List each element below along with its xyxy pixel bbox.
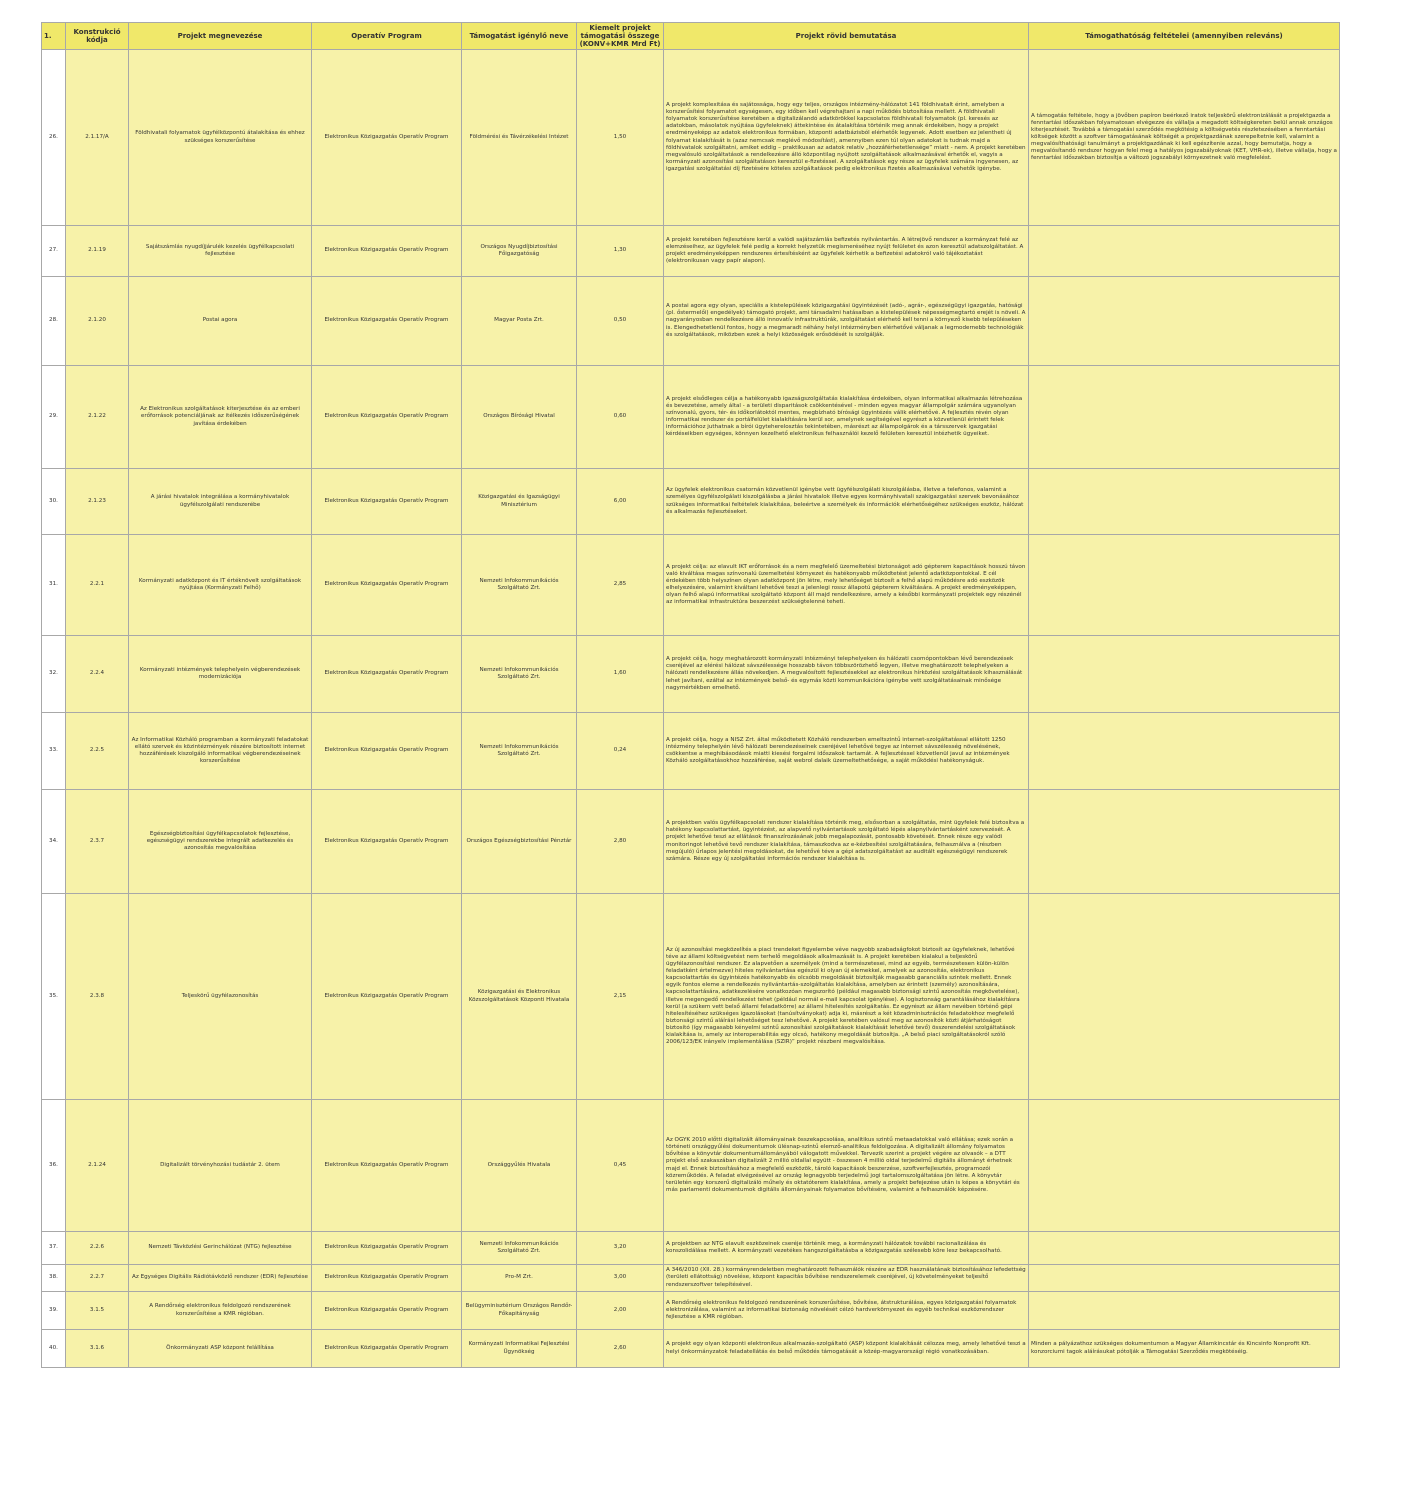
- operative-program: Elektronikus Közigazgatás Operatív Program: [312, 636, 462, 713]
- construction-code: 2.2.7: [66, 1265, 129, 1292]
- row-number: 39.: [42, 1292, 66, 1330]
- table-row: [42, 226, 1340, 277]
- support-amount: 2,85: [577, 535, 664, 636]
- project-name: Az Elektronikus szolgáltatások kiterjesztése és az emberi erőforrások potenciáljának az itélkezés időszerűségének javítása érdekében: [129, 366, 312, 469]
- table-row: [42, 277, 1340, 366]
- table-row: [42, 1232, 1340, 1265]
- table-body: [42, 50, 1340, 1368]
- row-number: 28.: [42, 277, 66, 366]
- project-name: Teljeskörű ügyfélazonosítás: [129, 894, 312, 1100]
- construction-code: 2.3.8: [66, 894, 129, 1100]
- header-name: Projekt megnevezése: [129, 23, 312, 50]
- project-name: Kormányzati intézmények telephelyein végberendezések modernizációja: [129, 636, 312, 713]
- operative-program: Elektronikus Közigazgatás Operatív Program: [312, 366, 462, 469]
- project-name: A Rendőrség elektronikus feldolgozó rendszerének korszerűsítése a KMR régióban.: [129, 1292, 312, 1330]
- operative-program: Elektronikus Közigazgatás Operatív Program: [312, 1330, 462, 1368]
- row-number: 40.: [42, 1330, 66, 1368]
- operative-program: Elektronikus Közigazgatás Operatív Program: [312, 1292, 462, 1330]
- header-amount: Kiemelt projekt támogatási összege (KONV+KMR Mrd Ft): [577, 23, 664, 50]
- construction-code: 2.2.5: [66, 713, 129, 790]
- row-number: 29.: [42, 366, 66, 469]
- project-name: Földhivatali folyamatok ügyfélközpontú átalakítása és ehhez szükséges korszerűsítése: [129, 50, 312, 226]
- project-description: A projekt célja, hogy a NISZ Zrt. által működtetett Közháló rendszerben emeltszintű internet-szolgáltatással ellátott 1250 intézmény telephelyén lévő hálózati berendezéseinek cseréjével lehetővé tegye az internet sávszélesség növelésének, csökkentse a meghibásodások miatti kiesési forgalmi időszakok tartamát. A fejlesztéssel közvetlenül javul az intézmények Közháló szolgáltatásokhoz hozzáférése, saját webrol dalaik üzemeltethetősége, a saját működési hatékonyságuk.: [664, 713, 1029, 790]
- project-description: A postai agora egy olyan, speciális a kistelepülések közigazgatási ügyintézését (adó-, agrár-, egészségügyi igazgatás, hatósági (pl. őstermelői) engedélyek) támogató projekt, ami társadalmi hatásaiban a kistelepülések népességmegtartó erejét is növeli. A nagyarányosban rendelkezésre álló innovatív infrastruktúrák, szolgáltatást elérhető kell tenni a környező kisebb településeken is. Elengedhetetlenül fontos, hogy a megmaradt néhány helyi intézményben elérhetővé váljanak a legmodernebb technológiák és szolgáltatások, miközben ezek a helyi közösségek erősödését is szolgálják.: [664, 277, 1029, 366]
- construction-code: 2.1.23: [66, 469, 129, 535]
- project-name: Nemzeti Távközlési Gerinchálózat (NTG) fejlesztése: [129, 1232, 312, 1265]
- support-conditions: [1029, 790, 1340, 894]
- construction-code: 2.2.6: [66, 1232, 129, 1265]
- applicant-name: Országgyűlés Hivatala: [462, 1100, 577, 1232]
- project-description: A 346/2010 (XII. 28.) kormányrendeletben meghatározott felhasználók részére az EDR használatának biztosításához lefedettség (területi ellátottság) növelése, központ kapacitás bővítése rendszerelemek cseréjével, új követelményeket teljesítő rendszerszoftver telepítésével.: [664, 1265, 1029, 1292]
- operative-program: Elektronikus Közigazgatás Operatív Program: [312, 226, 462, 277]
- support-conditions: Minden a pályázathoz szükséges dokumentumon a Magyar Államkincstár és Kincsinfo Nonprofit Kft. konzorciumi tagok aláírásukat pótolják a Támogatási Szerződés megkötéséig.: [1029, 1330, 1340, 1368]
- construction-code: 2.2.4: [66, 636, 129, 713]
- project-name: Egészségbiztosítási ügyfélkapcsolatok fejlesztése, egészségügyi rendszerekbe integrált adatkezelés és azonosítás megvalósítása: [129, 790, 312, 894]
- operative-program: Elektronikus Közigazgatás Operatív Program: [312, 535, 462, 636]
- table-row: [42, 50, 1340, 226]
- table-row: [42, 1330, 1340, 1368]
- row-number: 33.: [42, 713, 66, 790]
- support-conditions: [1029, 713, 1340, 790]
- operative-program: Elektronikus Közigazgatás Operatív Program: [312, 277, 462, 366]
- support-amount: 6,00: [577, 469, 664, 535]
- project-table: [41, 22, 1340, 1368]
- support-conditions: [1029, 1232, 1340, 1265]
- support-amount: 2,80: [577, 790, 664, 894]
- header-num: 1.: [42, 23, 66, 50]
- project-description: A projekt egy olyan központi elektronikus alkalmazás-szolgáltató (ASP) központ kialakítását célozza meg, amely lehetővé teszi a helyi önkormányzatok feladatellátás és belső működés támogatását a közép-magyarországi régió vonatkozásában.: [664, 1330, 1029, 1368]
- project-description: A projektben valós ügyfélkapcsolati rendszer kialakítása történik meg, elsősorban a szolgáltatás, mint ügyfelek felé biztosítva a hatékony kapcsolattartást, ügyintézést, az alapvető nyilvántartások szolgáltató lépés alapnyilvántartásként szervezését. A projekt lehetővé teszi az ellátások finanszírozásának jobb megalapozását, pontosabb követését. Ennek része egy valódi monitoringot lehetővé tevő rendszer kialakítása, támaszkodva az e-kézbesítési szolgáltatására, felhasználva a (részben megújuló) űrlapos jelentési megoldásokat, de lehetővé téve a gépi adatszolgáltatást az auditált egészségügyi rendszerek számára. Része egy új szolgáltatási információs rendszer kialakítása is.: [664, 790, 1029, 894]
- project-description: Az ügyfelek elektronikus csatornán közvetlenül igénybe vett ügyfélszolgálati kiszolgálásba, illetve a telefonos, valamint a személyes ügyfélszolgálati kiszolgálásba a járási hivatalok illetve egyes kormányhivatali szakigazgatási szervek bevonásához szükséges informatikai feltételek kialakítása, beleértve a személyek és információk elérhetőségéhez szükséges eszköz, hálózat és alkalmazás fejlesztéseket.: [664, 469, 1029, 535]
- project-name: Kormányzati adatközpont és IT értéknövelt szolgáltatások nyújtása (Kormányzati Felhő): [129, 535, 312, 636]
- support-conditions: [1029, 366, 1340, 469]
- applicant-name: Országos Bírósági Hivatal: [462, 366, 577, 469]
- support-amount: 1,30: [577, 226, 664, 277]
- header-applicant: Támogatást igénylő neve: [462, 23, 577, 50]
- support-conditions: [1029, 226, 1340, 277]
- project-description: A Rendőrség elektronikus feldolgozó rendszerének korszerűsítése, bővítése, átstrukturálása, egyes közigazgatási folyamatok elektronizálása, valamint az informatikai biztonság növelését célzó hardverkörnyezet és egyéb technikai eszközrendszer fejlesztése a KMR régióban.: [664, 1292, 1029, 1330]
- header-code: Konstrukció kódja: [66, 23, 129, 50]
- support-conditions: [1029, 894, 1340, 1100]
- support-amount: 0,60: [577, 366, 664, 469]
- operative-program: Elektronikus Közigazgatás Operatív Program: [312, 469, 462, 535]
- support-amount: 3,00: [577, 1265, 664, 1292]
- support-conditions: [1029, 1292, 1340, 1330]
- project-name: Az Informatikai Közháló programban a kormányzati feladatokat ellátó szervek és közintézmények részére biztosított internet hozzáférések kiszolgáló informatikai végberendezéseinek korszerűsítése: [129, 713, 312, 790]
- applicant-name: Kormányzati Informatikai Fejlesztési Ügynökség: [462, 1330, 577, 1368]
- construction-code: 3.1.5: [66, 1292, 129, 1330]
- applicant-name: Országos Egészségbiztosítási Pénztár: [462, 790, 577, 894]
- support-amount: 1,60: [577, 636, 664, 713]
- project-description: A projekt elsődleges célja a hatékonyabb igazságszolgáltatás kialakítása érdekében, olyan informatikai alkalmazás létrehozása és bevezetése, amely által - a területi disparitások csökkentésével - minden egyes magyar állampolgár számára ugyanolyan színvonalú, gyors, tér- és időkorlátoktól mentes, megbízható bírósági ügyintézés válik elérhetővé. A fejlesztés révén olyan informatikai rendszer és portálfelület kialakítására kerül sor, amelynek segítségével egyrészt a közvetlenül érintett felek információhoz juthatnak a bírói ügyteherelosztás tekintetében, másrészt az állampolgárok és a társszervek igazgatási kérdéseikben egységes, könnyen kezelhető elektronikus felhasználói kezelő felületen keresztül intézhetik ügyeiket.: [664, 366, 1029, 469]
- support-conditions: [1029, 535, 1340, 636]
- row-number: 30.: [42, 469, 66, 535]
- row-number: 32.: [42, 636, 66, 713]
- header-row: [42, 23, 1340, 50]
- header-cond: Támogathatóság feltételei (amennyiben releváns): [1029, 23, 1340, 50]
- support-conditions: [1029, 1100, 1340, 1232]
- construction-code: 2.1.22: [66, 366, 129, 469]
- support-amount: 2,00: [577, 1292, 664, 1330]
- construction-code: 3.1.6: [66, 1330, 129, 1368]
- operative-program: Elektronikus Közigazgatás Operatív Program: [312, 1232, 462, 1265]
- operative-program: Elektronikus Közigazgatás Operatív Program: [312, 1265, 462, 1292]
- applicant-name: Nemzeti Infokommunikációs Szolgáltató Zrt.: [462, 713, 577, 790]
- support-conditions: [1029, 1265, 1340, 1292]
- table-row: [42, 1292, 1340, 1330]
- row-number: 27.: [42, 226, 66, 277]
- operative-program: Elektronikus Közigazgatás Operatív Program: [312, 894, 462, 1100]
- applicant-name: Belügyminisztérium Országos Rendőr-Főkapitányság: [462, 1292, 577, 1330]
- table-row: [42, 790, 1340, 894]
- table-row: [42, 636, 1340, 713]
- table-row: [42, 469, 1340, 535]
- project-name: Digitalizált törvényhozási tudástár 2. ütem: [129, 1100, 312, 1232]
- project-description: Az OGYK 2010 előtti digitalizált állományainak összekapcsolása, analitikus szintű metaadatokkal való ellátása; ezek során a történeti országgyűlési dokumentumok ülésnap-szintű elemző-analitikus feldolgozása. A digitalizált állomány folyamatos bővítése a könyvtár dokumentumállományából válogatott művekkel. Tervezik szerint a projekt végére az olvasók – a DTT projekt első szakaszában digitalizált 2 millió oldallal együtt - összesen 4 millió oldal terjedelmű digitális állományt érhetnek majd el. Ennek biztosításához a megfelelő eszközök, tároló kapacitások beszerzése, szoftverfejlesztés, programozói közreműködés. A feladat elvégzésével az ország legnagyobb terjedelmű jogi tartalomszolgáltatása jön létre. A könyvtár területén egy korszerű digitalizáló műhely és oktatóterem kialakítása, amely a projekt befejezése után is képes a könyvtári és más parlamenti dokumentumok digitális állományainak folyamatos bővítésére, valamint a felhasználók képzésére.: [664, 1100, 1029, 1232]
- project-description: A projekt célja: az elavult IKT erőforrások és a nem megfelelő üzemeltetési biztonságot adó gépterem kapacitások hosszú távon való kiváltása magas színvonalú üzemeltetési környezet és hatékonyabb működtetést jelentő adatközpontokkal. E cél érdekében több helyszínen olyan adatközpont jön létre, mely lehetőséget biztosít a felhő alapú működésre adó eszközök elhelyezésére, valamint kiváltani lehetővé teszi a jelenlegi rossz állapotú gépterem kiváltására. A projekt eredményeképpen, olyan felhő alapú informatikai szolgáltató központ áll majd rendelkezésre, amely a későbbi kormányzati projektek egy részénél az informatikai infrastruktúra beszerzést szükségtelenné teheti.: [664, 535, 1029, 636]
- support-conditions: [1029, 469, 1340, 535]
- support-amount: 3,20: [577, 1232, 664, 1265]
- construction-code: 2.3.7: [66, 790, 129, 894]
- applicant-name: Országos Nyugdíjbiztosítási Főigazgatóság: [462, 226, 577, 277]
- row-number: 26.: [42, 50, 66, 226]
- support-conditions: [1029, 636, 1340, 713]
- applicant-name: Magyar Posta Zrt.: [462, 277, 577, 366]
- table-row: [42, 894, 1340, 1100]
- project-description: A projekt keretében fejlesztésre kerül a valódi sajátszámlás befizetés nyilvántartás. A létrejövő rendszer a kormányzat felé az elemzéseihez, az ügyfelek felé pedig a korrekt helyzetük megismeréséhez nyújt felületet és azon keresztül adatszolgáltatást. A projekt eredményeképpen rendszeres értesítésként az ügyfelek kérhetik a befizetési adatokról való tájékoztatást (elektronikusan vagy papír alapon).: [664, 226, 1029, 277]
- project-name: Önkormányzati ASP központ felállítása: [129, 1330, 312, 1368]
- row-number: 37.: [42, 1232, 66, 1265]
- construction-code: 2.2.1: [66, 535, 129, 636]
- support-amount: 2,60: [577, 1330, 664, 1368]
- applicant-name: Nemzeti Infokommunikációs Szolgáltató Zrt.: [462, 636, 577, 713]
- project-description: A projekt komplexitása és sajátossága, hogy egy teljes, országos intézmény-hálózatot 141 földhivatalt érint, amelyben a korszerűsítési folyamatot egységesen, egy időben kell végrehajtani a napi működés biztosítása mellett. A földhivatali folyamatok korszerűsítése keretében a digitalizálandó adatkörökkel kapcsolatos földhivatali folyamatok (pl. keresés az adatokban, másolatok nyújtása ügyfeleknek) áttekintése és átalakítása történik meg annak érdekében, hogy a projekt eredményeképp az adatok elektronikus formában, központi adatbázisból elérhetők legyenek. Adott esetben ez jelentheti új folyamat kialakítását is (azaz nemcsak meglévő módosítást), amennyiben ezen túl olyan adatokat is tudnak majd a földhivatalok szolgáltatni, amiket eddig – praktikusan az adatok relatív „hozzáférhetetlensége” miatt - nem. A projekt keretében megvalósuló szolgáltatások a rendelkezésre álló központilag nyújtott szolgáltatások alkalmazásával érhetők el, vagyis a kormányzati azonosítási szolgáltatáson keresztül e-fizetéssel. A szolgáltatások egy része az ügyfelek számára ingyenesen, az igazgatási szolgáltatási díj fizetésére köteles szolgáltatások pedig elektronikus fizetés alkalmazásával vehetők igénybe.: [664, 50, 1029, 226]
- row-number: 31.: [42, 535, 66, 636]
- project-name: A járási hivatalok integrálása a kormányhivatalok ügyfélszolgálati rendszerébe: [129, 469, 312, 535]
- row-number: 35.: [42, 894, 66, 1100]
- construction-code: 2.1.17/A: [66, 50, 129, 226]
- project-name: Postai agora: [129, 277, 312, 366]
- operative-program: Elektronikus Közigazgatás Operatív Program: [312, 713, 462, 790]
- table-row: [42, 1100, 1340, 1232]
- support-amount: 2,15: [577, 894, 664, 1100]
- table-row: [42, 535, 1340, 636]
- project-description: A projektben az NTG elavult eszközeinek cseréje történik meg, a kormányzati hálózatok további racionalizálása és konszolidálása mellett. A kormányzati vezetékes hangszolgáltatásba a közigazgatás szélesebb köre lesz bekapcsolható.: [664, 1232, 1029, 1265]
- construction-code: 2.1.19: [66, 226, 129, 277]
- support-conditions: A támogatás feltétele, hogy a jövőben papíron beérkező iratok teljeskörű elektronizálását a projektgazda a fenntartási időszakban folyamatosan elvégezze és vállalja a megadott költségkereten belül annak országos kiterjesztését. Továbbá a támogatási szerződés megkötésig a költségvetés részletezésében a fenntartási költségek között a szoftver támogatásának költségét a projektgazdának szerepeltetnie kell, valamint a megvalósíthatósági tanulmányt a projektgazdának ki kell egészítenie azzal, hogy bemutatja, hogy a megvalósítandó rendszer hogyan felel meg a hatályos jogszabályoknak (KET, VHR-ek), illetve vállalja, hogy a fenntartási időszakban biztosítja a változó jogszabályi környezetnek való megfelelést.: [1029, 50, 1340, 226]
- project-name: Az Egységes Digitális Rádiótávközlő rendszer (EDR) fejlesztése: [129, 1265, 312, 1292]
- table-row: [42, 713, 1340, 790]
- table-row: [42, 1265, 1340, 1292]
- row-number: 34.: [42, 790, 66, 894]
- operative-program: Elektronikus Közigazgatás Operatív Program: [312, 1100, 462, 1232]
- applicant-name: Nemzeti Infokommunikációs Szolgáltató Zrt.: [462, 1232, 577, 1265]
- construction-code: 2.1.20: [66, 277, 129, 366]
- operative-program: Elektronikus Közigazgatás Operatív Program: [312, 790, 462, 894]
- support-amount: 0,50: [577, 277, 664, 366]
- project-description: A projekt célja, hogy meghatározott kormányzati intézményi telephelyeken és hálózati csomópontokban lévő berendezések cseréjével az elérési hálózat sávszélessége hosszabb távon többszörözhető legyen, illetve meghatározott telephelyeken a hálózati rendelkezésre állás növekedjen. A megvalósított fejlesztésekkel az elektronikus hírközlési szolgáltatások kihasználását lehet javítani, ezáltal az intézmények belső- és egymás közti kommunikációra igénybe vett szolgáltatásainak minősége nagymértékben emelhető.: [664, 636, 1029, 713]
- support-amount: 0,45: [577, 1100, 664, 1232]
- applicant-name: Földmérési és Távérzékelési Intézet: [462, 50, 577, 226]
- support-conditions: [1029, 277, 1340, 366]
- row-number: 38.: [42, 1265, 66, 1292]
- project-description: Az új azonosítási megközelítés a piaci trendeket figyelembe véve nagyobb szabadságfokot biztosít az ügyfeleknek, lehetővé téve az állami költségvetést nem terhelő megoldások alkalmazását is. A projekt keretében kialakul a teljeskörű ügyfélazonosítási rendszer. Ez alapvetően a személyek (mind a természetesei, mind az egyéb, természetesen külön-külön feladatként értelmezve) hiteles nyilvántartása egészül ki olyan új elemekkel, amelyek az azonosítás, elektronikus kapcsolattartás és ügyintézés hatékonyabb és olcsóbb megoldását biztosítják magasabb garanciális szintek mellett. Ennek egyik fontos eleme a rendelkezés nyilvántartás-szolgáltatás kialakítása, amelyben az érintett (személy) azonosítására, kapcsolattartására, adatkezelésére vonatkozóan megszorító (például magasabb biztonsági szintű azonosítás megkövetelése), illetve megengedő rendelkezést tehet (például normál e-mail kapcsolat igénylése). A logisztonság garantálásához kialakításra kerül (a szükem vett belső állami feladatkörre) az állami hitelesítés szolgáltatás. Ez egyrészt az állam nevében történő gépi hitelesítéséhez szükséges igazolásokat (tanúsítványokat) adja ki, másrészt a két közadminisztrációs feladatokhoz megfelelő biztonsági szintű aláírási lehetőséget tesz lehetővé. A projekt keretében valósul meg az azonosítók közti átjárhatóságot biztosító (így magasabb kényelmi szintű azonosítási szolgáltatások kialakítását lehetővé tevő) összerendelési szolgáltatások kialakítása is, amely az interoperabilitás egy olcsó, hatékony megoldását biztosítja. „A belső piaci szolgáltatásokról szóló 2006/123/EK irányelv implementálása (SZIR)” projekt részbeni megvalósítása.: [664, 894, 1029, 1100]
- operative-program: Elektronikus Közigazgatás Operatív Program: [312, 50, 462, 226]
- header-desc: Projekt rövid bemutatása: [664, 23, 1029, 50]
- table-row: [42, 366, 1340, 469]
- header-program: Operatív Program: [312, 23, 462, 50]
- applicant-name: Pro-M Zrt.: [462, 1265, 577, 1292]
- row-number: 36.: [42, 1100, 66, 1232]
- support-amount: 1,50: [577, 50, 664, 226]
- applicant-name: Közigazgatási és Igazságügyi Minisztérium: [462, 469, 577, 535]
- construction-code: 2.1.24: [66, 1100, 129, 1232]
- project-name: Sajátszámlás nyugdíjjárulék kezelés ügyfélkapcsolati fejlesztése: [129, 226, 312, 277]
- applicant-name: Közigazgatási és Elektronikus Közszolgáltatások Központi Hivatala: [462, 894, 577, 1100]
- applicant-name: Nemzeti Infokommunikációs Szolgáltató Zrt.: [462, 535, 577, 636]
- support-amount: 0,24: [577, 713, 664, 790]
